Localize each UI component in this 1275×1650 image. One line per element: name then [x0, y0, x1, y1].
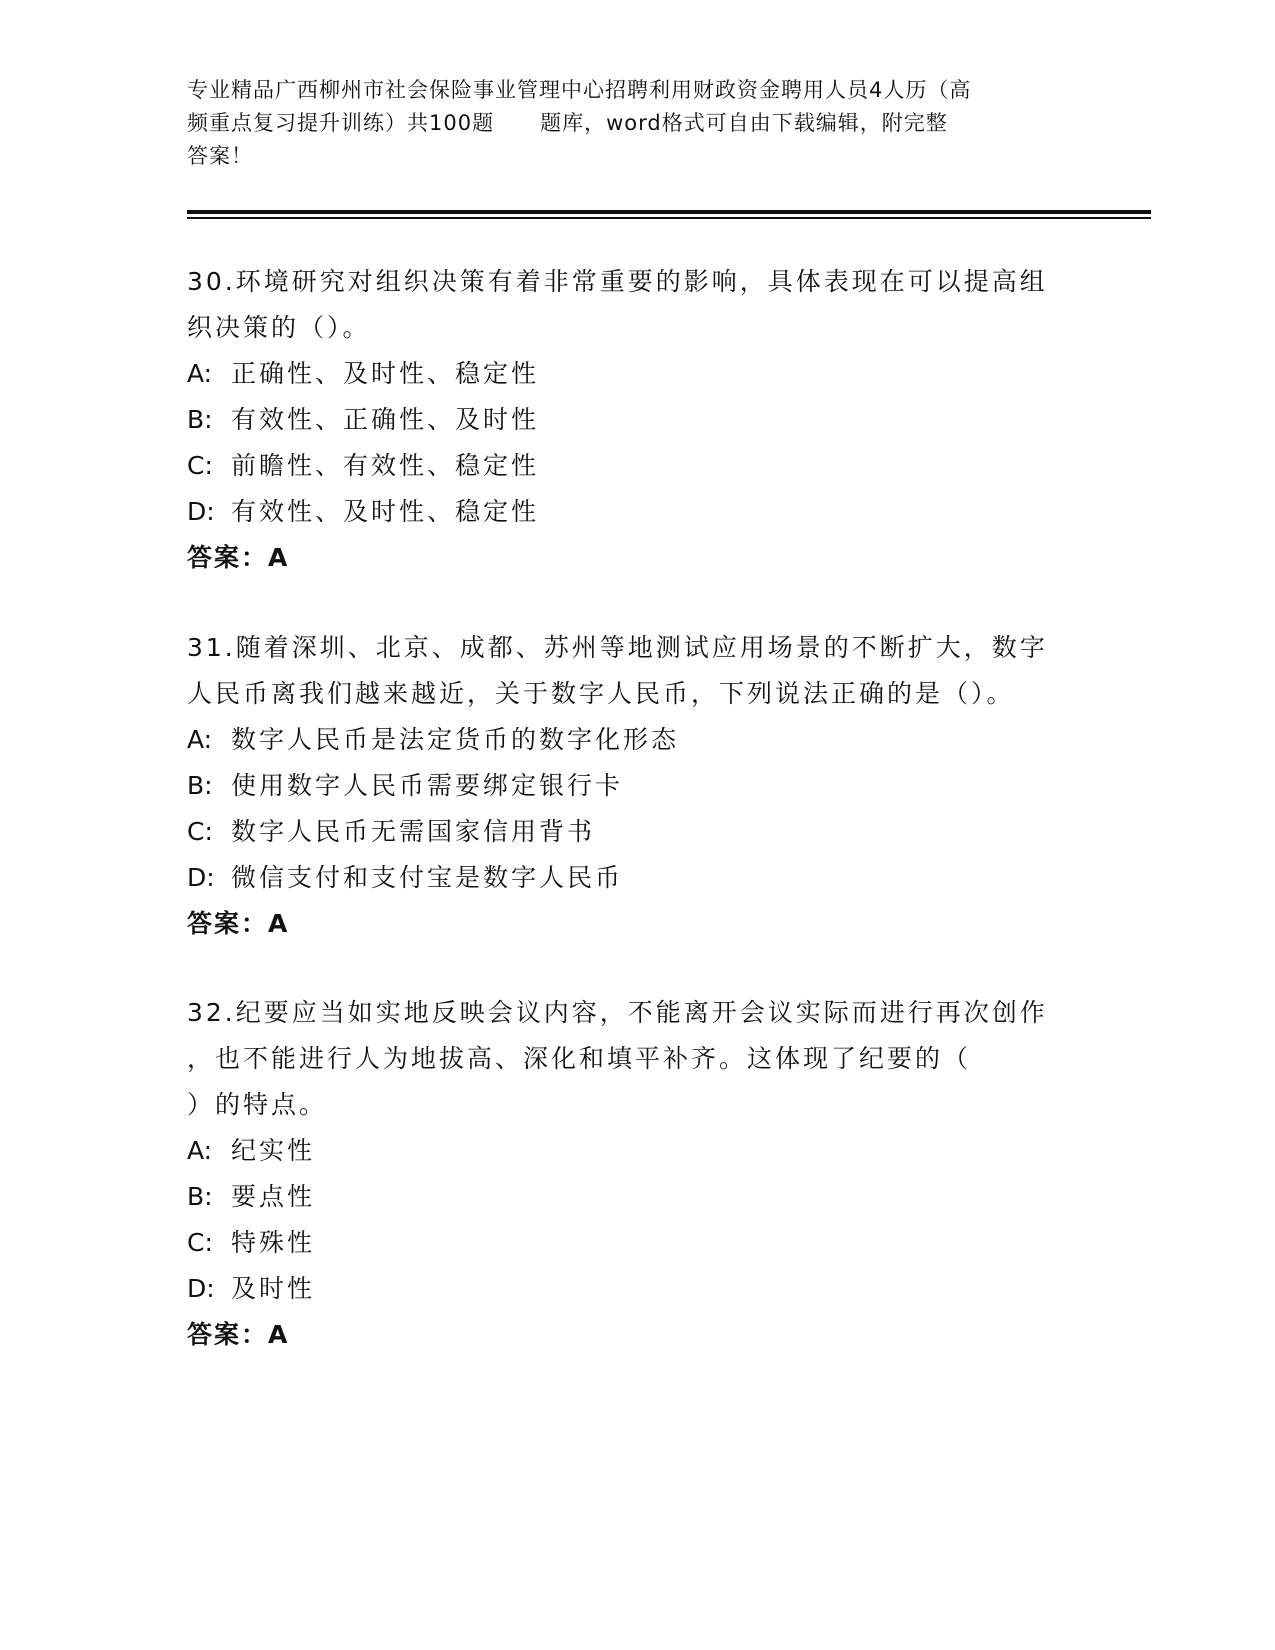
header-line: 频重点复习提升训练）共100题 题库，word格式可自由下载编辑，附完整: [187, 111, 948, 135]
option-letter: D:: [187, 863, 215, 892]
option-text: 特殊性: [231, 1228, 316, 1257]
option-d: [187, 489, 1087, 535]
option-letter: B:: [187, 405, 213, 434]
header-line: 专业精品广西柳州市社会保险事业管理中心招聘利用财政资金聘用人员4人历（高: [187, 78, 972, 102]
option-text: 数字人民币无需国家信用背书: [231, 817, 596, 846]
option-d: [187, 855, 1087, 901]
question-stem-line: 31.随着深圳、北京、成都、苏州等地测试应用场景的不断扩大，数字: [187, 633, 1048, 662]
option-text: 纪实性: [231, 1136, 316, 1165]
question-stem-line: 32.纪要应当如实地反映会议内容，不能离开会议实际而进行再次创作: [187, 998, 1048, 1027]
option-letter: D:: [187, 1274, 215, 1303]
question-stem-line: ，也不能进行人为地拔高、深化和填平补齐。这体现了纪要的（: [187, 1044, 972, 1073]
option-d: [187, 1266, 1087, 1312]
option-b: [187, 1174, 1087, 1220]
option-letter: C:: [187, 1228, 213, 1257]
option-text: 数字人民币是法定货币的数字化形态: [231, 725, 680, 754]
question-block: [187, 259, 1087, 581]
document-header: [187, 74, 1107, 173]
option-letter: A:: [187, 1136, 213, 1165]
option-letter: C:: [187, 451, 213, 480]
option-text: 前瞻性、有效性、稳定性: [231, 451, 540, 480]
question-block: [187, 625, 1087, 947]
option-text: 正确性、及时性、稳定性: [231, 359, 540, 388]
option-c: [187, 809, 1087, 855]
question-stem-line: 30.环境研究对组织决策有着非常重要的影响，具体表现在可以提高组: [187, 267, 1048, 296]
option-letter: A:: [187, 359, 213, 388]
header-divider-thick: [187, 210, 1151, 214]
question-block: [187, 990, 1087, 1358]
option-a: [187, 1128, 1087, 1174]
question-stem-line: 人民币离我们越来越近，关于数字人民币，下列说法正确的是（）。: [187, 679, 1015, 708]
option-a: [187, 717, 1087, 763]
question-stem-line: ）的特点。: [187, 1090, 328, 1119]
option-text: 及时性: [231, 1274, 316, 1303]
option-a: [187, 351, 1087, 397]
option-letter: B:: [187, 1182, 213, 1211]
option-c: [187, 1220, 1087, 1266]
option-letter: A:: [187, 725, 213, 754]
header-divider-thin: [187, 217, 1151, 219]
answer-line: 答案：A: [187, 543, 290, 572]
option-letter: D:: [187, 497, 215, 526]
header-line: 答案！: [187, 144, 253, 168]
option-c: [187, 443, 1087, 489]
option-letter: B:: [187, 771, 213, 800]
question-stem-line: 织决策的（）。: [187, 313, 371, 342]
option-text: 使用数字人民币需要绑定银行卡: [231, 771, 624, 800]
option-letter: C:: [187, 817, 213, 846]
option-b: [187, 763, 1087, 809]
option-text: 要点性: [231, 1182, 316, 1211]
option-text: 微信支付和支付宝是数字人民币: [231, 863, 624, 892]
option-text: 有效性、及时性、稳定性: [231, 497, 540, 526]
answer-line: 答案：A: [187, 909, 290, 938]
option-b: [187, 397, 1087, 443]
answer-line: 答案：A: [187, 1320, 290, 1349]
option-text: 有效性、正确性、及时性: [231, 405, 540, 434]
